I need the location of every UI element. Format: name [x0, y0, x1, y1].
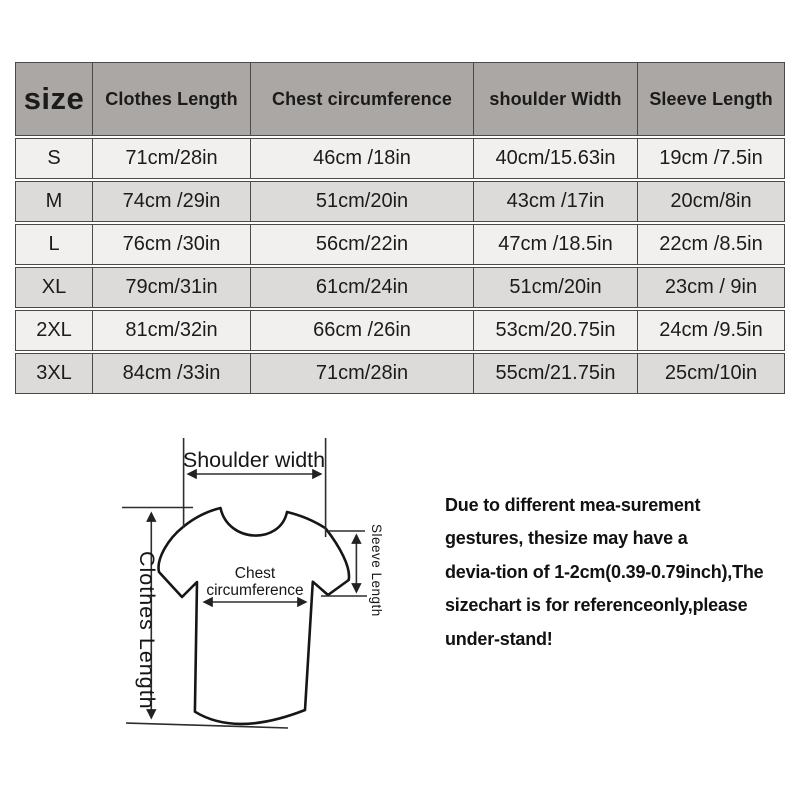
sleeve-value: 24cm /9.5in — [659, 319, 763, 341]
chest-value: 46cm /18in — [251, 139, 474, 178]
sleeve-value: 23cm / 9in — [664, 276, 758, 298]
column-header-chest-circumference: Chest circumference — [251, 63, 474, 135]
size-value: S — [16, 139, 93, 178]
clothes-length-bottom-tick — [126, 723, 288, 728]
tshirt-measurement-diagram — [60, 425, 430, 795]
clothes-length-value: 76cm /30in — [93, 225, 251, 264]
shoulder-value: 55cm/21.75in — [474, 354, 638, 393]
sleeve-value: 19cm /7.5in — [659, 147, 763, 169]
chest-label-line1: Chest — [234, 565, 276, 582]
column-header-clothes-length: Clothes Length — [93, 63, 251, 135]
chest-value: 56cm/22in — [251, 225, 474, 264]
size-value: L — [16, 225, 93, 264]
tshirt-outline-icon — [159, 508, 349, 724]
note-line: gestures, thesize may have a — [445, 528, 688, 549]
column-header-shoulder-width: shoulder Width — [474, 63, 638, 135]
sleeve-value: 22cm /8.5in — [659, 233, 763, 255]
table-row-2xl — [15, 310, 785, 351]
note-line: sizechart is for referenceonly,please — [445, 595, 748, 616]
size-value: XL — [16, 268, 93, 307]
size-value: 2XL — [16, 311, 93, 350]
sleeve-value: 20cm/8in — [670, 190, 752, 212]
clothes-length-value: 84cm /33in — [93, 354, 251, 393]
size-value: 3XL — [16, 354, 93, 393]
chest-value: 71cm/28in — [251, 354, 474, 393]
clothes-length-label: Clothes Length — [135, 551, 159, 710]
chest-value: 51cm/20in — [251, 182, 474, 221]
size-table — [15, 62, 785, 396]
note-line: Due to different mea-surement — [445, 495, 701, 515]
chest-value: 61cm/24in — [251, 268, 474, 307]
clothes-length-value: 81cm/32in — [93, 311, 251, 350]
clothes-length-value: 79cm/31in — [93, 268, 251, 307]
shoulder-width-label: Shoulder width — [182, 448, 326, 472]
shoulder-value: 51cm/20in — [474, 268, 638, 307]
chest-value: 66cm /26in — [251, 311, 474, 350]
size-value: M — [16, 182, 93, 221]
column-header-size: size — [16, 63, 93, 135]
sleeve-length-label: Sleeve Length — [369, 524, 384, 617]
clothes-length-value: 74cm /29in — [93, 182, 251, 221]
chest-label-line2: circumference — [206, 582, 304, 599]
table-row-xl — [15, 267, 785, 308]
table-row-m — [15, 181, 785, 222]
clothes-length-value: 71cm/28in — [93, 139, 251, 178]
shoulder-value: 53cm/20.75in — [474, 311, 638, 350]
table-row-3xl — [15, 353, 785, 394]
measurement-note — [445, 489, 790, 656]
note-line: devia-tion of 1-2cm(0.39-0.79inch),The — [445, 561, 764, 582]
sleeve-value: 25cm/10in — [664, 362, 758, 384]
table-row-l — [15, 224, 785, 265]
table-row-s — [15, 138, 785, 179]
column-header-sleeve-length: Sleeve Length — [649, 88, 773, 109]
shoulder-value: 40cm/15.63in — [474, 139, 638, 178]
shoulder-value: 47cm /18.5in — [474, 225, 638, 264]
note-line: under-stand! — [445, 628, 553, 649]
shoulder-value: 43cm /17in — [474, 182, 638, 221]
table-header-row — [15, 62, 785, 136]
